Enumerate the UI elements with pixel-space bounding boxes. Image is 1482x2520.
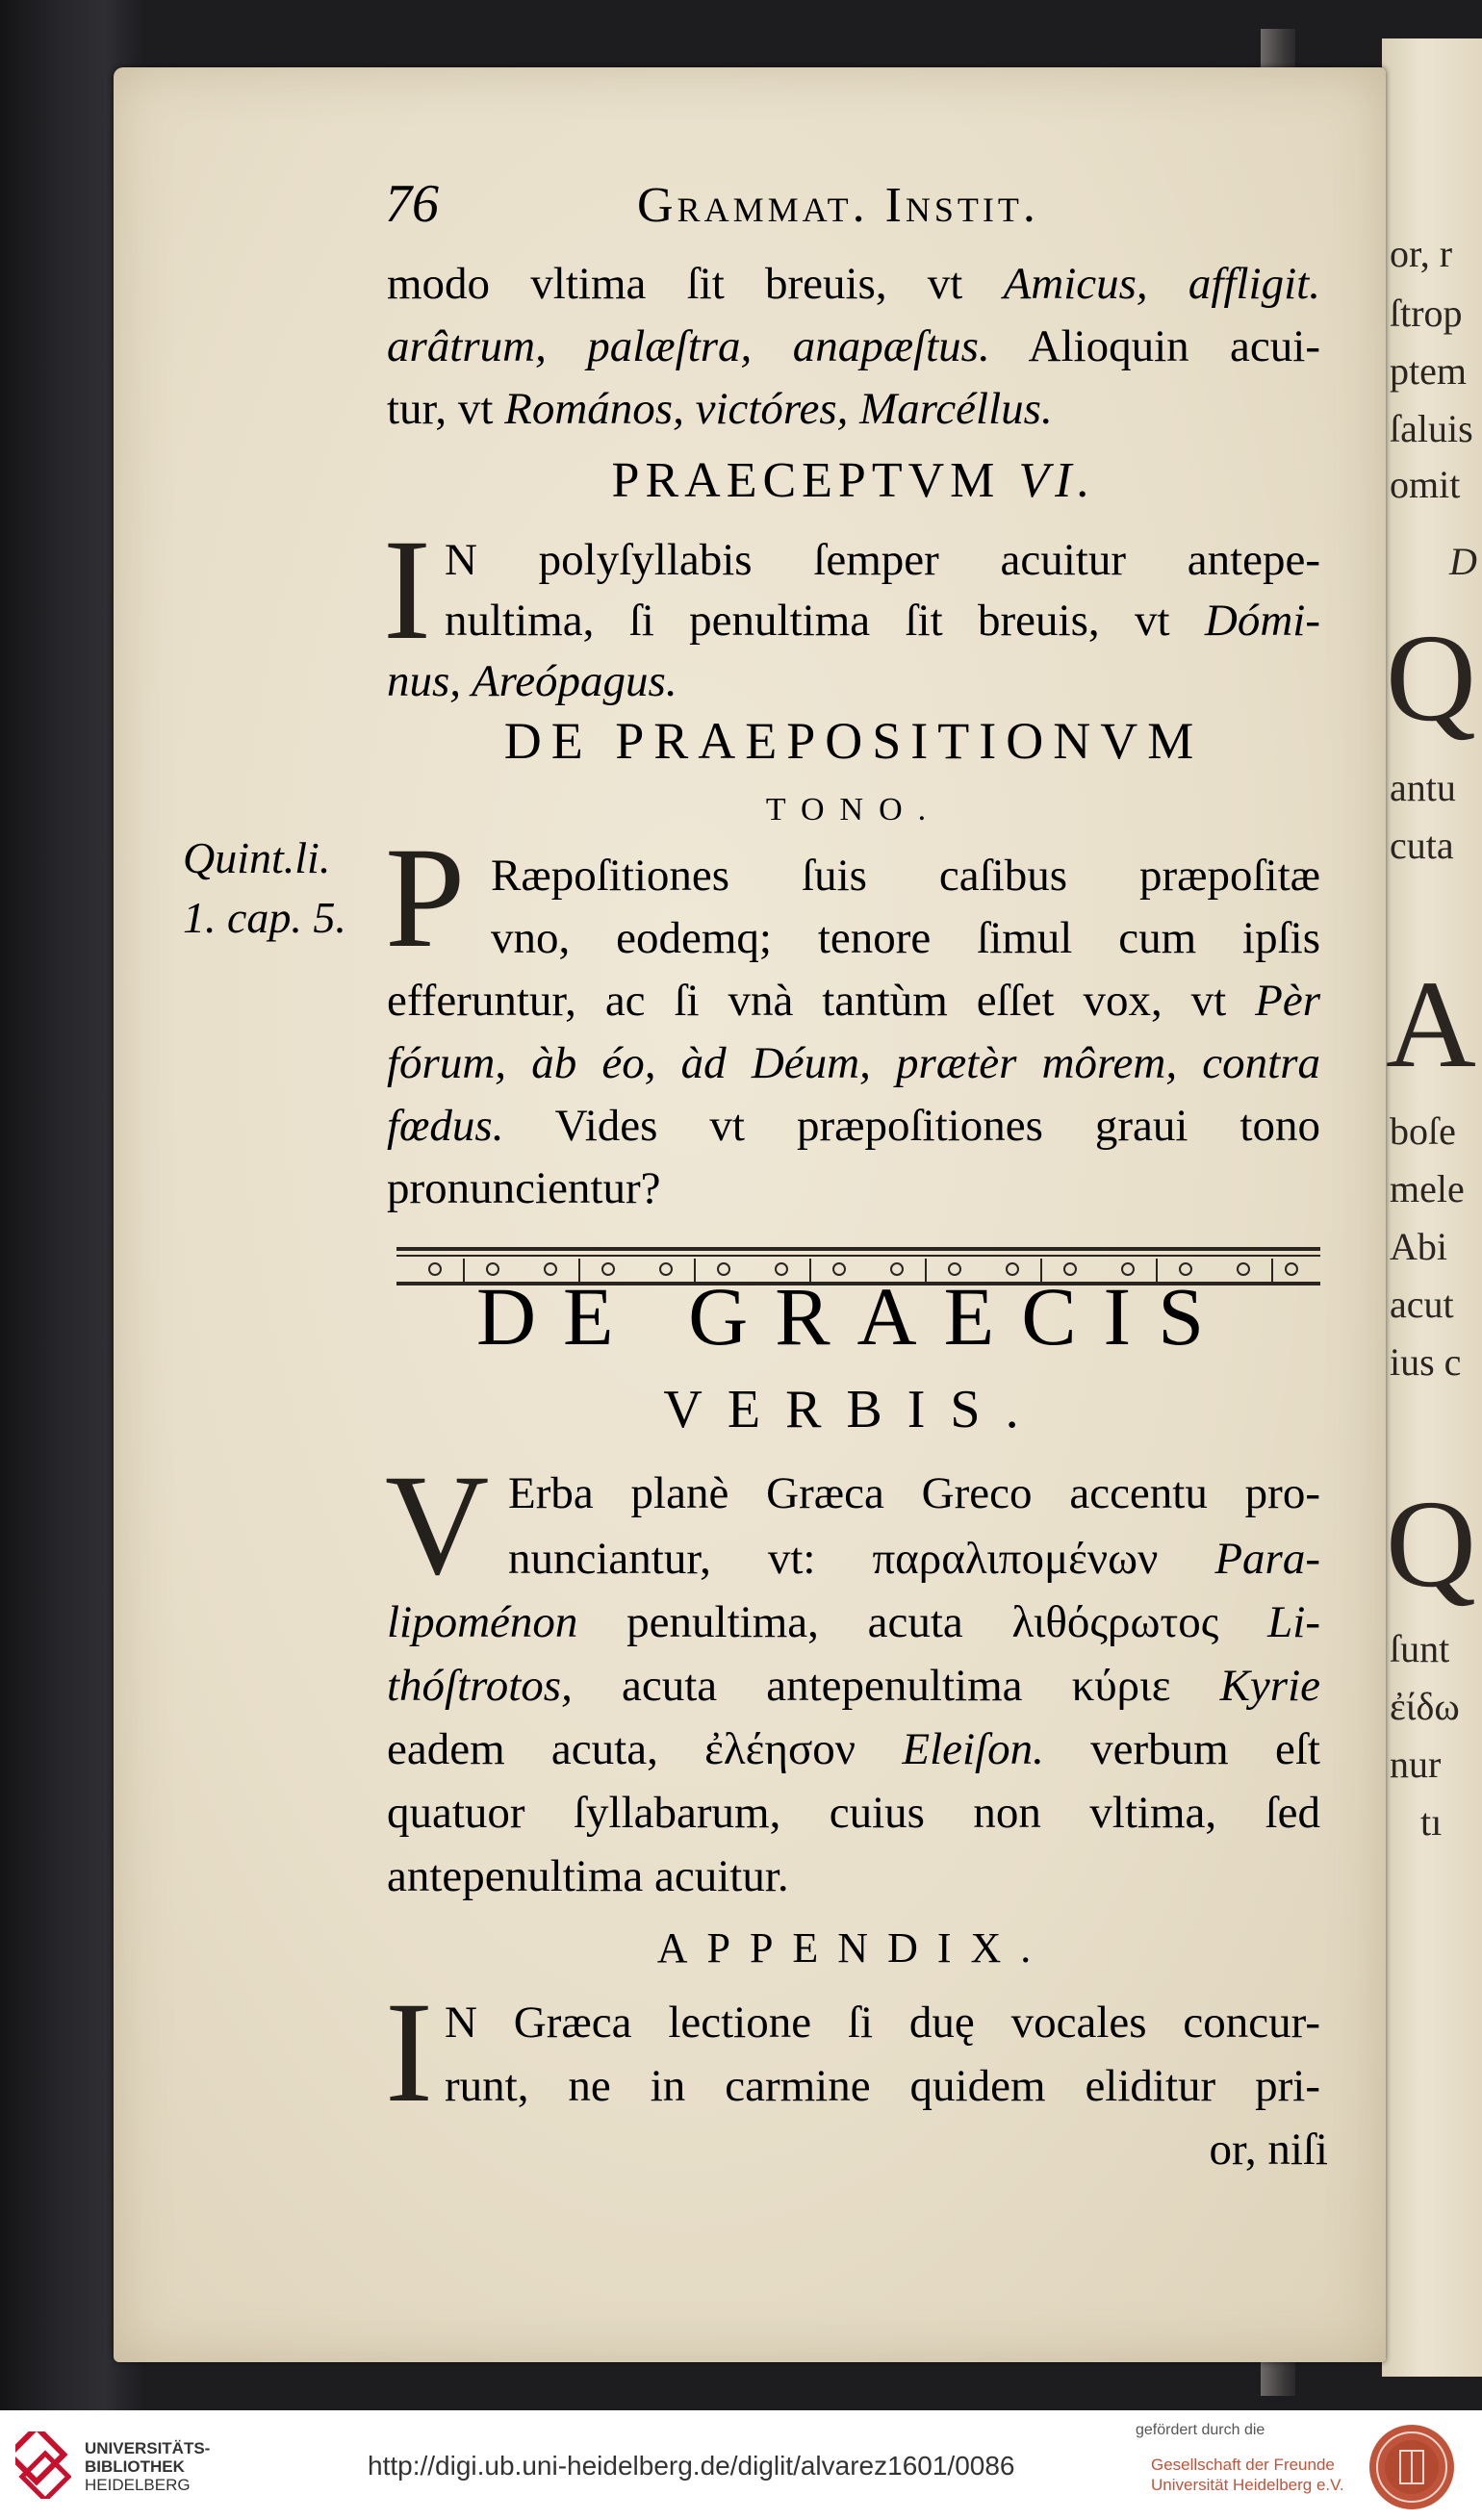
drop-cap: V [385,1445,490,1605]
text-line: fœdus. Vides vt præpoſitiones graui tono [387,1101,1320,1151]
adjacent-fragment: ſunt [1390,1627,1450,1670]
section-subheading: VERBIS. [663,1380,1044,1439]
adjacent-fragment: or, r [1390,232,1453,275]
page-number: 76 [385,174,439,234]
drop-cap: I [385,1973,433,2132]
university-seal-icon [1367,2422,1457,2512]
adjacent-drop-cap: A [1386,955,1476,1094]
text-line: efferuntur, ac ſi vnà tantùm eſſet vox, vt Pèr [387,976,1320,1026]
adjacent-drop-cap: Q [1386,1475,1476,1614]
drop-cap: I [383,510,431,670]
section-heading: APPENDIX. [656,1924,1051,1972]
running-head: Grammat. Instit. [637,178,1039,233]
text-line: arâtrum, palæſtra, anapæſtus. Alioquin acui- [387,321,1320,371]
text-line: nus, Areópagus. [387,656,677,706]
text-line: pronuncientur? [387,1163,661,1213]
section-heading: DE GRAECIS [475,1270,1232,1362]
text-line: Erba planè Græca Greco accentu pro- [508,1468,1320,1518]
text-line: eadem acuta, ἐλέησον Eleiſon. verbum eſt [387,1724,1320,1774]
text-line: vno, eodemq; tenore ſimul cum ipſis [491,913,1320,963]
text-line: thóſtrotos, acuta antepenultima κύριε Kyrie [387,1661,1321,1711]
text-line: modo vltima ſit breuis, vt Amicus, affligit. [387,259,1320,309]
text-line: nunciantur, vt: παραλιπομένων Para- [508,1534,1320,1584]
adjacent-fragment: ἐίδω [1390,1685,1460,1728]
text-line: nultima, ſi penultima ſit breuis, vt Dómi- [445,596,1320,646]
library-logo-icon [15,2431,71,2499]
adjacent-fragment: ſaluis [1390,407,1473,450]
document-url-link[interactable]: http://digi.ub.uni-heidelberg.de/diglit/alvarez1601/0086 [368,2451,1015,2481]
text-line: antepenultima acuitur. [387,1851,789,1901]
text-line: Ræpoſitiones ſuis caſibus præpoſitæ [491,851,1320,901]
adjacent-fragment: antu [1390,766,1456,809]
adjacent-drop-cap: Q [1386,609,1476,748]
section-heading: PRAECEPTVM VI. [611,453,1096,508]
adjacent-fragment: D [1449,540,1477,583]
section-subheading: TONO. [765,792,942,827]
adjacent-fragment: acut [1390,1283,1454,1326]
adjacent-page-strip [1382,38,1482,2377]
adjacent-fragment: nur [1390,1743,1442,1786]
catchword: or, niſi [1209,2125,1328,2175]
section-heading: DE PRAEPOSITIONVM [503,712,1204,770]
sponsor-label: gefördert durch die [1136,2422,1265,2438]
text-line: N Græca lectione ſi duę vocales concur- [445,1998,1320,2048]
adjacent-fragment: cuta [1390,824,1454,867]
adjacent-fragment: tı [1420,1800,1443,1844]
text-line: tur, vt Romános, victóres, Marcéllus. [387,384,1053,434]
text-line: quatuor ſyllabarum, cuius non vltima, ſed [387,1788,1320,1838]
library-name: UNIVERSITÄTS- BIBLIOTHEK HEIDELBERG [85,2439,211,2494]
adjacent-fragment: ptem [1390,349,1467,393]
adjacent-fragment: ſtrop [1390,292,1463,335]
text-line: lipoménon penultima, acuta λιθόςρωτος Li- [387,1597,1320,1647]
viewer-footer [0,2410,1482,2520]
sponsor-name: Gesellschaft der Freunde Universität Heidelberg e.V. [1151,2456,1344,2494]
text-line: runt, ne in carmine quidem eliditur pri- [445,2061,1320,2111]
adjacent-fragment: boſe [1390,1109,1456,1153]
text-line: N polyſyllabis ſemper acuitur antepe- [445,535,1320,585]
page-header [271,173,1320,241]
text-line: fórum, àb éo, àd Déum, prætèr môrem, contra [387,1038,1320,1088]
adjacent-fragment: omit [1390,463,1461,506]
adjacent-fragment: Abi [1390,1225,1447,1268]
margin-note: 1. cap. 5. [183,893,346,942]
adjacent-fragment: mele [1390,1167,1465,1210]
margin-note: Quint.li. [183,833,331,882]
drop-cap: P [385,818,466,978]
adjacent-fragment: ius c [1390,1340,1462,1384]
